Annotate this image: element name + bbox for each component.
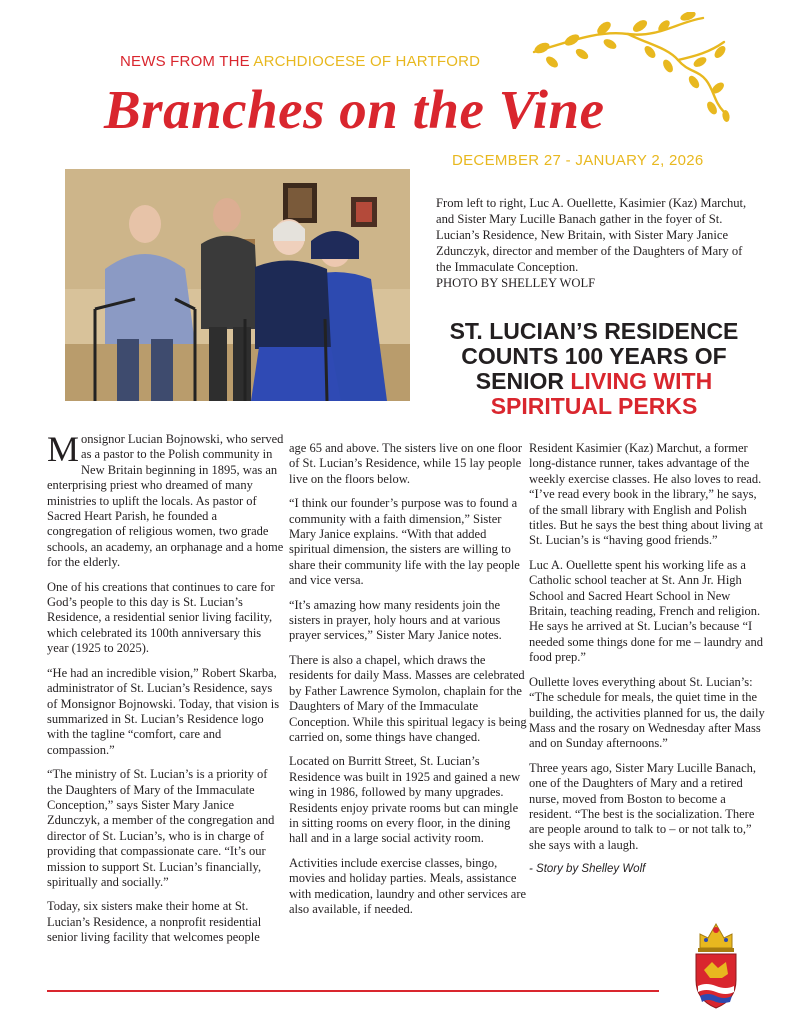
- archdiocese-crest-icon: [686, 918, 746, 1010]
- paragraph: One of his creations that continues to care for God’s people to this day is St. Lucian’s Residence, a residential senior living facility, which celebrated its 100th anniversary this year (1925 to 2025).: [47, 579, 275, 656]
- drop-cap: M: [47, 429, 80, 469]
- paragraph-text: onsignor Lucian Bojnowski, who served as a pastor to the Polish community in New Britain beginning in 1895, was an enterprising priest who dreamed of many ministries to uplift the locals. As pastor of Sacred Heart Parish, he founded a congregation of religious women, two grade schools, an academy, an orphanage and a home for the elderly.: [47, 432, 284, 570]
- paragraph: Oullette loves everything about St. Lucian’s: “The schedule for meals, the quiet time in the building, the activities planned for us, the daily Mass and the rosary on Wednesday after Mass and on Sunday afternoons.”: [529, 674, 765, 751]
- byline: - Story by Shelley Wolf: [529, 863, 646, 876]
- photo-credit: PHOTO BY SHELLEY WOLF: [436, 275, 596, 290]
- kicker-part2: ARCHDIOCESE OF HARTFORD: [253, 53, 481, 70]
- photo-caption: [436, 196, 756, 291]
- caption-text: From left to right, Luc A. Ouellette, Kasimier (Kaz) Marchut, and Sister Mary Lucille Banach gather in the foyer of St. Lucian’s Residence, New Britain, with Sister Mary Janice Zdunczyk, director and member of the Daughters of Mary of the Immaculate Conception.: [436, 196, 747, 274]
- paragraph: Three years ago, Sister Mary Lucille Banach, one of the Daughters of Mary and a retired nurse, moved from Boston to become a resident. “The best is the socialization. There are people around to talk to – or not talk to,” she says with a laugh.: [529, 760, 756, 852]
- article-column-2: [289, 441, 527, 926]
- paragraph: Resident Kasimier (Kaz) Marchut, a former long-distance runner, takes advantage of the weekly exercise classes. He also loves to read. “I’ve read every book in the library,” he says, of the small library with English and Polish titles. But he says the best thing about living at St. Lucian’s is “having good friends.”: [529, 441, 764, 548]
- kicker: [120, 53, 480, 70]
- paragraph: Located on Burritt Street, St. Lucian’s Residence was built in 1925 and gained a new wing in 1986, followed by many upgrades. Residents enjoy private rooms but can mingle in sitting rooms on every floor, in the dining hall and in a large social activity room.: [289, 754, 521, 846]
- article-headline: [428, 319, 760, 419]
- vine-ornament-icon: [528, 12, 733, 124]
- article-column-1: [47, 429, 285, 955]
- residents-photo: [65, 169, 410, 401]
- paragraph: age 65 and above. The sisters live on one floor of St. Lucian’s Residence, while 15 lay people live on the floors below.: [289, 441, 523, 486]
- headline-part1: ST. LUCIAN’S RESIDENCE COUNTS 100 YEARS OF SENIOR: [449, 318, 739, 394]
- paragraph: There is also a chapel, which draws the residents for daily Mass. Masses are celebrated by Father Lawrence Symolon, chaplain for the Daughters of Mary of the Immaculate Conception. While this spiritual legacy is being carried on, some things have changed.: [289, 652, 527, 744]
- issue-date: DECEMBER 27 - JANUARY 2, 2026: [452, 152, 704, 169]
- paragraph: [47, 429, 285, 571]
- paragraph: “He had an incredible vision,” Robert Skarba, administrator of St. Lucian’s Residence, says of Monsignor Bojnowski. Today, that vision is summarized in St. Lucian’s Residence logo with the tagline “comfort, care and compassion.”: [47, 665, 280, 757]
- paragraph: Luc A. Ouellette spent his working life as a Catholic school teacher at St. Ann Jr. High School and Sacred Heart School in New Britain, teaching reading, French and religion. He says he arrived at St. Lucian’s because “I needed some things done for me – laundry and food prep.”: [529, 557, 763, 665]
- kicker-part1: NEWS FROM THE: [120, 53, 254, 70]
- paragraph: Today, six sisters make their home at St. Lucian’s Residence, a nonprofit residential senior living facility that welcomes people: [47, 899, 262, 945]
- masthead-title: Branches on the Vine: [104, 79, 605, 140]
- article-column-3: [529, 441, 767, 887]
- headline-part2: LIVING WITH SPIRITUAL PERKS: [490, 368, 713, 419]
- paragraph: Activities include exercise classes, bingo, movies and holiday parties. Meals, assistance with medication, laundry and other services are also available, if needed.: [289, 855, 527, 916]
- paragraph: “The ministry of St. Lucian’s is a priority of the Daughters of Mary of the Immaculate Conception,” says Sister Mary Janice Zdunczyk, a member of the congregation and director of St. Lucian’s, who is in charge of providing that compassionate care. “It’s our mission to support St. Lucian’s financially, spiritually and socially.”: [47, 767, 275, 889]
- paragraph: “I think our founder’s purpose was to found a community with a faith dimension,” Sister Mary Janice explains. “With that added spiritual dimension, the sisters are willing to share their community life with the lay people and vice versa.: [289, 496, 520, 588]
- paragraph: “It’s amazing how many residents join the sisters in prayer, holy hours and at various prayer services,” Sister Mary Janice notes.: [289, 597, 502, 643]
- footer-rule: [47, 990, 659, 992]
